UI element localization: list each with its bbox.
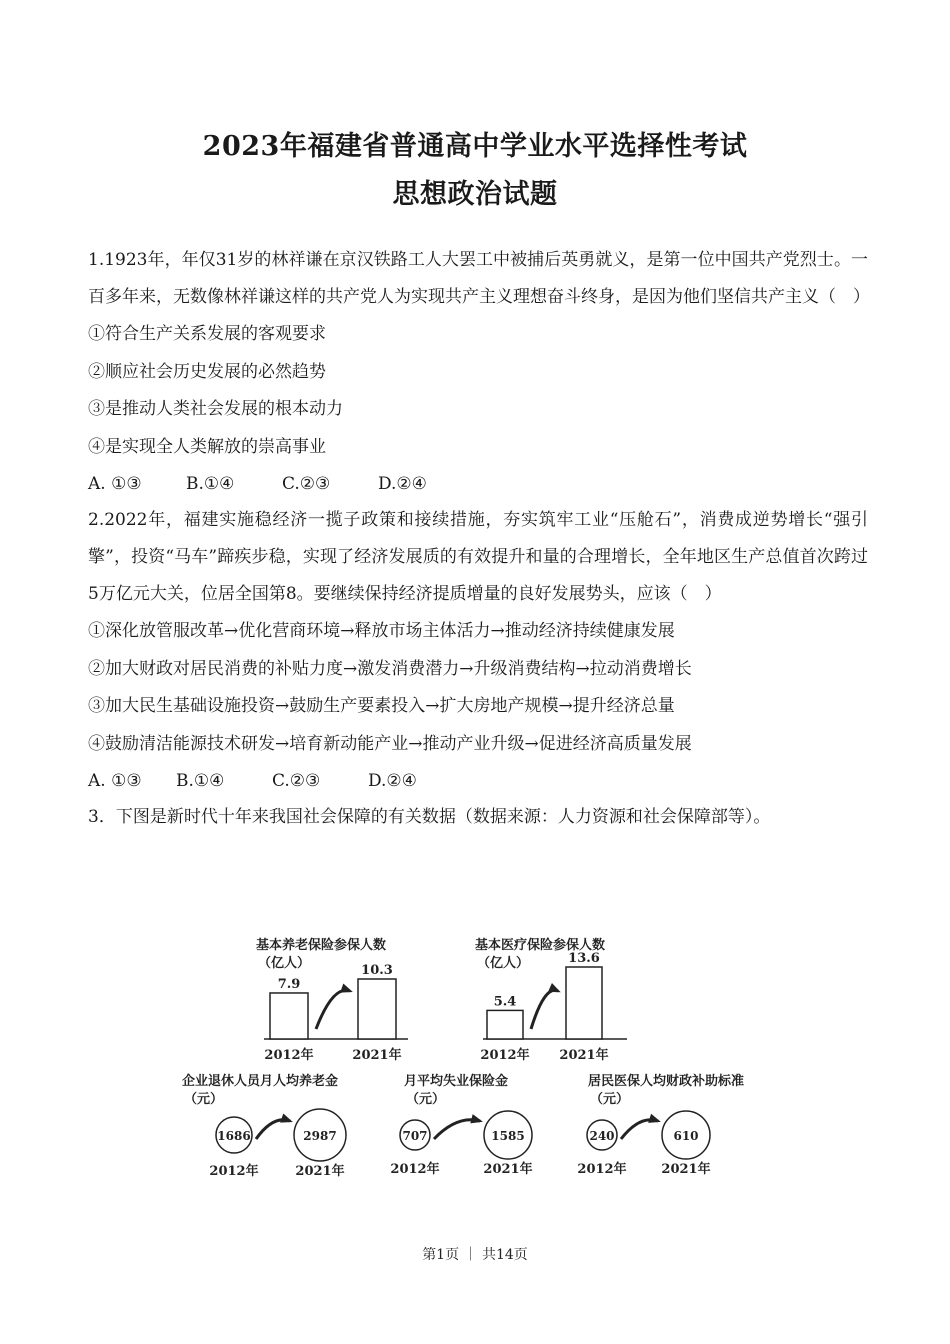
bar-category-label: 2012年 — [264, 1048, 314, 1063]
growth-arrow-head — [280, 1114, 293, 1123]
bar — [358, 979, 396, 1039]
q1-choices — [88, 466, 868, 502]
q1-item: ④是实现全人类解放的崇高事业 — [88, 436, 326, 457]
bubble-chart-unit: （元） — [406, 1092, 446, 1107]
bubble-value-label: 707 — [402, 1129, 428, 1143]
growth-arrow — [621, 1120, 658, 1139]
q2-choice-b: B.①④ — [176, 771, 225, 791]
q2-stem: 2.2022年，福建实施稳经济一揽子政策和接续措施，夯实筑牢工业“压舱石”，消费成逆势增长“强引擎”，投资“马车”蹄疾步稳，实现了经济发展质的有效提升和量的合理增长，全年地区生产总值首次跨过5万亿元大关，位居全国第8。要继续保持经济提质增量的良好发展势头，应该（ ） — [88, 510, 868, 604]
bar-chart-unit: （亿人） — [477, 956, 530, 971]
bar — [270, 993, 308, 1039]
bubble-chart-title: 居民医保人均财政补助标准 — [588, 1074, 745, 1089]
q2-item: ③加大民生基础设施投资→鼓励生产要素投入→扩大房地产规模→提升经济总量 — [88, 696, 675, 716]
bar-value-label: 7.9 — [277, 976, 301, 992]
q2-choice-d: D.②④ — [368, 771, 417, 791]
q2-item: ④鼓励清洁能源技术研发→培育新动能产业→推动产业升级→促进经济高质量发展 — [88, 733, 692, 754]
growth-arrow-head — [548, 983, 561, 992]
bubble-category-label: 2021年 — [483, 1162, 533, 1177]
q2-choice-a: A. ①③ — [88, 771, 142, 791]
bubble-value-label: 240 — [589, 1129, 615, 1143]
bubble-chart-unit: （元） — [590, 1092, 630, 1107]
questions — [88, 242, 868, 836]
growth-arrow-head — [648, 1114, 661, 1123]
exam-subtitle: 思想政治试题 — [392, 179, 558, 210]
growth-arrow — [531, 990, 558, 1029]
growth-arrow — [256, 1120, 290, 1139]
bubble-value-label: 1585 — [491, 1129, 525, 1143]
bubble-category-label: 2021年 — [661, 1162, 711, 1177]
bar-value-label: 13.6 — [568, 951, 600, 966]
q2-item: ②加大财政对居民消费的补贴力度→激发消费潜力→升级消费结构→拉动消费增长 — [88, 658, 692, 679]
bubble-category-label: 2012年 — [577, 1162, 627, 1177]
exam-title: 2023年福建省普通高中学业水平选择性考试 — [202, 131, 748, 162]
bubble-chart-title: 企业退休人员月人均养老金 — [182, 1074, 339, 1089]
bar-chart-title: 基本养老保险参保人数 — [256, 938, 387, 953]
bar-value-label: 10.3 — [361, 963, 393, 978]
bar-category-label: 2021年 — [352, 1048, 402, 1063]
q1-item: ①符合生产关系发展的客观要求 — [88, 324, 326, 344]
q1-choice-d: D.②④ — [378, 474, 427, 494]
q1-choice-b: B.①④ — [186, 474, 235, 494]
bar — [487, 1010, 523, 1039]
bubble-category-label: 2012年 — [209, 1164, 259, 1179]
bubble-category-label: 2021年 — [295, 1164, 345, 1179]
q1-stem: 1.1923年，年仅31岁的林祥谦在京汉铁路工人大罢工中被捕后英勇就义，是第一位中国共产党烈士。一百多年来，无数像林祥谦这样的共产党人为实现共产主义理想奋斗终身，是因为他们坚信共产主义（ ） — [88, 250, 870, 307]
bubble-value-label: 610 — [673, 1129, 699, 1143]
bubble-category-label: 2012年 — [390, 1162, 440, 1177]
q1-choice-c: C.②③ — [282, 474, 331, 494]
q2-item: ①深化放管服改革→优化营商环境→释放市场主体活力→推动经济持续健康发展 — [88, 621, 675, 641]
bar-chart-title: 基本医疗保险参保人数 — [475, 938, 606, 953]
bar-category-label: 2012年 — [480, 1048, 530, 1063]
growth-arrow-head — [470, 1114, 483, 1123]
q2-choice-c: C.②③ — [272, 771, 321, 791]
q3-stem: 3．下图是新时代十年来我国社会保障的有关数据（数据来源：人力资源和社会保障部等）。 — [88, 807, 771, 827]
page-footer: 第1页 ｜ 共14页 — [422, 1247, 528, 1263]
growth-arrow-head — [340, 984, 353, 993]
bubble-chart-title: 月平均失业保险金 — [404, 1074, 509, 1089]
q1-item: ③是推动人类社会发展的根本动力 — [88, 399, 343, 419]
social-security-figure — [182, 925, 782, 1187]
bar-value-label: 5.4 — [493, 994, 517, 1010]
bar-category-label: 2021年 — [559, 1048, 609, 1063]
bar-chart-unit: （亿人） — [258, 956, 311, 971]
growth-arrow — [316, 990, 350, 1029]
q1-choice-a: A. ①③ — [88, 474, 142, 494]
bubble-value-label: 1686 — [217, 1129, 251, 1143]
q2-choices — [88, 763, 868, 799]
bar — [566, 967, 602, 1039]
bubble-value-label: 2987 — [303, 1129, 337, 1143]
q1-item: ②顺应社会历史发展的必然趋势 — [88, 361, 326, 382]
bubble-chart-unit: （元） — [184, 1092, 224, 1107]
